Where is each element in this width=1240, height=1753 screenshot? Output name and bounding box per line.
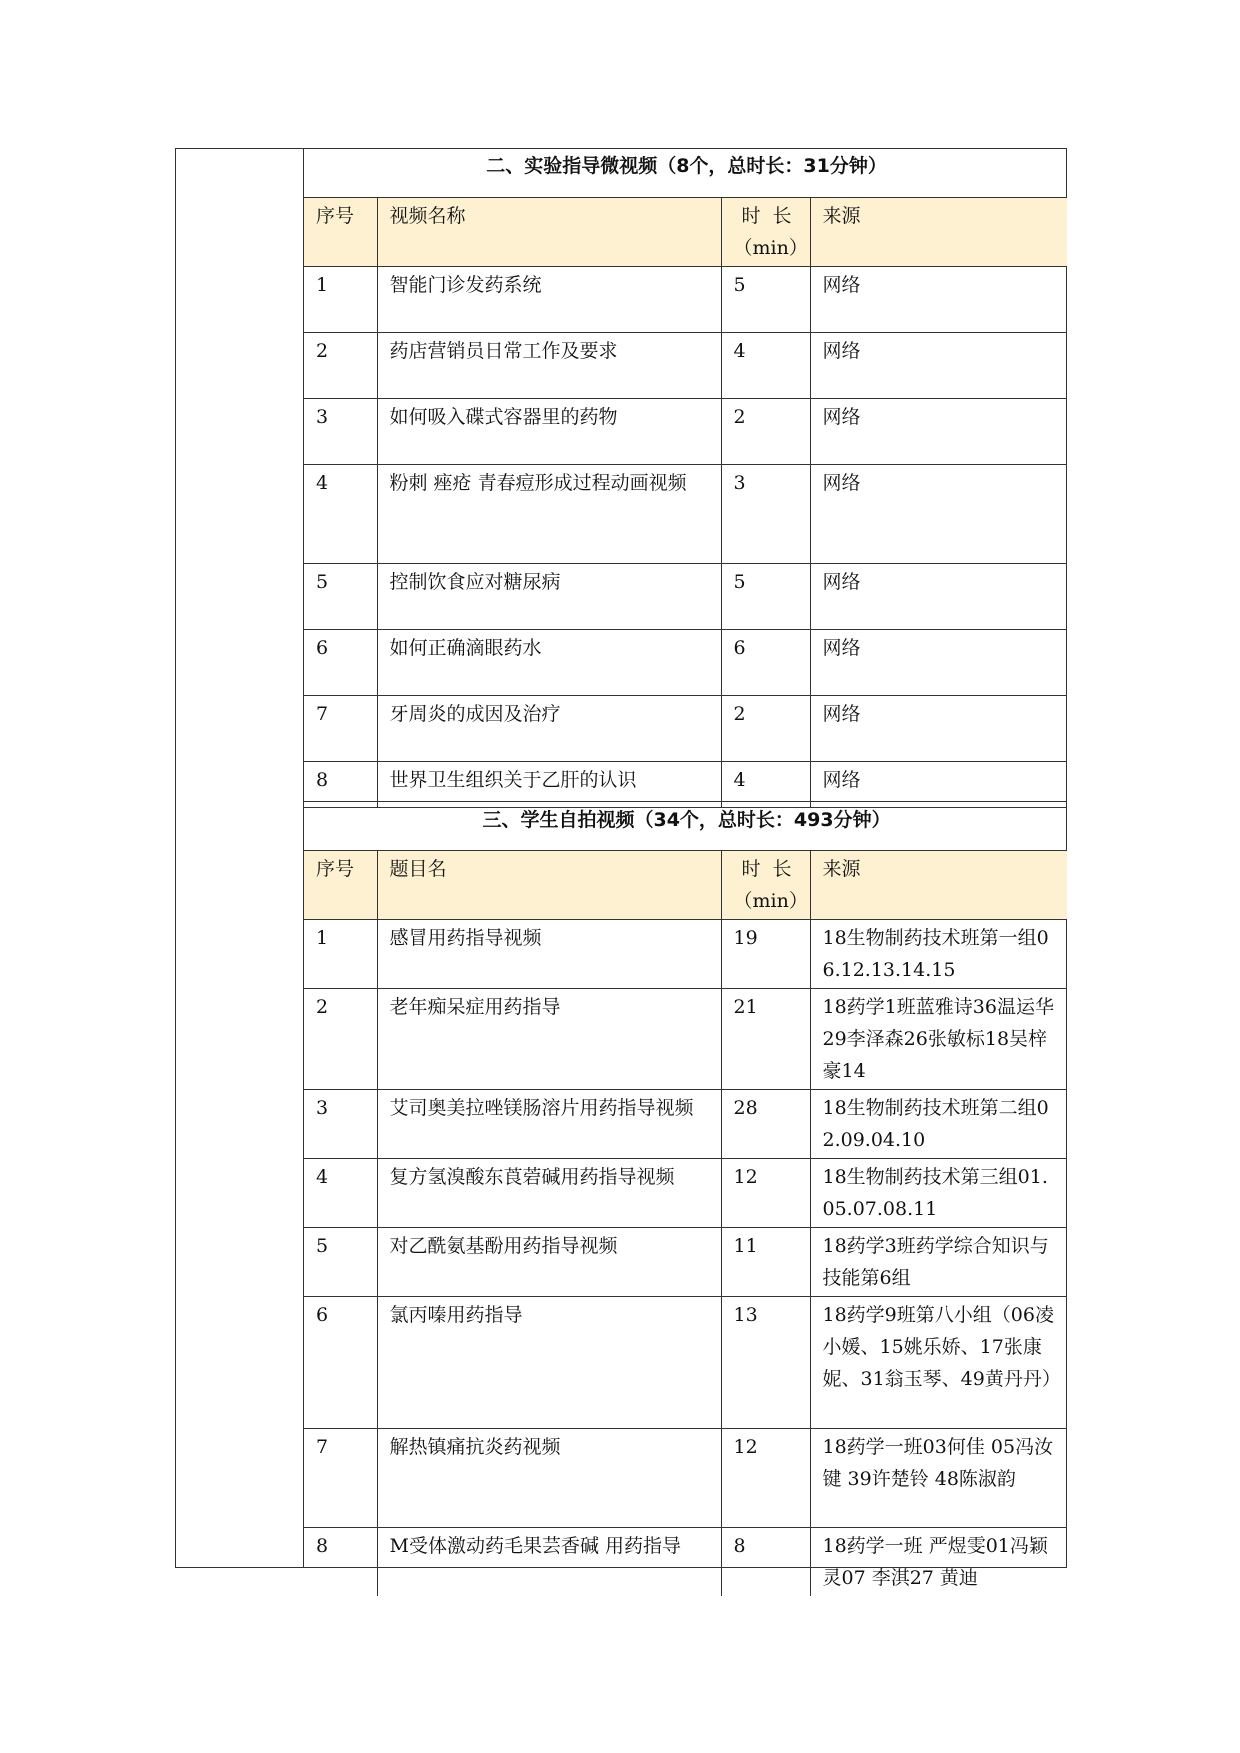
cell-no: 8 (304, 1528, 377, 1597)
cell-no: 5 (304, 1228, 377, 1297)
header-no: 序号 (304, 851, 377, 920)
cell-name: 智能门诊发药系统 (377, 266, 721, 332)
header-duration-unit: （min） (733, 890, 808, 912)
cell-source: 18药学一班03何佳 05冯汝键 39许楚铃 48陈淑韵 (810, 1429, 1067, 1528)
table-row (304, 629, 1067, 695)
header-name: 视频名称 (377, 197, 721, 266)
cell-duration: 12 (721, 1159, 810, 1228)
table-row (304, 266, 1067, 332)
header-no: 序号 (304, 197, 377, 266)
cell-source: 网络 (810, 695, 1067, 761)
cell-name: 复方氢溴酸东莨菪碱用药指导视频 (377, 1159, 721, 1228)
cell-no: 3 (304, 398, 377, 464)
table-row (304, 695, 1067, 761)
header-duration (721, 197, 810, 266)
table-row (304, 332, 1067, 398)
table-row (304, 1429, 1067, 1528)
cell-duration: 4 (721, 761, 810, 807)
cell-no: 7 (304, 695, 377, 761)
header-name: 题目名 (377, 851, 721, 920)
section3-table (304, 801, 1067, 1596)
cell-source: 18药学9班第八小组（06凌小媛、15姚乐娇、17张康妮、31翁玉琴、49黄丹丹） (810, 1297, 1067, 1429)
cell-name: 世界卫生组织关于乙肝的认识 (377, 761, 721, 807)
cell-name: 氯丙嗪用药指导 (377, 1297, 721, 1429)
cell-source: 网络 (810, 332, 1067, 398)
section3-title: 三、学生自拍视频（34个，总时长：493分钟） (304, 802, 1067, 851)
cell-duration: 4 (721, 332, 810, 398)
cell-no: 4 (304, 464, 377, 563)
cell-source: 网络 (810, 629, 1067, 695)
cell-no: 7 (304, 1429, 377, 1528)
table-row (304, 563, 1067, 629)
cell-duration: 21 (721, 989, 810, 1090)
header-source: 来源 (810, 197, 1067, 266)
cell-no: 3 (304, 1090, 377, 1159)
cell-duration: 5 (721, 563, 810, 629)
cell-duration: 8 (721, 1528, 810, 1597)
header-duration-label: 时 长 (741, 204, 792, 227)
section3-header-row (304, 851, 1067, 920)
cell-name: 粉刺 痤疮 青春痘形成过程动画视频 (377, 464, 721, 563)
cell-source: 网络 (810, 266, 1067, 332)
section2-title: 二、实验指导微视频（8个，总时长：31分钟） (304, 148, 1067, 197)
cell-duration: 2 (721, 398, 810, 464)
cell-source: 18生物制药技术第三组01.05.07.08.11 (810, 1159, 1067, 1228)
cell-name: 解热镇痛抗炎药视频 (377, 1429, 721, 1528)
cell-duration: 6 (721, 629, 810, 695)
section2-table (304, 148, 1067, 808)
table-row (304, 1090, 1067, 1159)
cell-source: 网络 (810, 464, 1067, 563)
cell-duration: 5 (721, 266, 810, 332)
cell-duration: 3 (721, 464, 810, 563)
cell-name: 老年痴呆症用药指导 (377, 989, 721, 1090)
cell-name: 感冒用药指导视频 (377, 920, 721, 989)
cell-source: 18生物制药技术班第一组06.12.13.14.15 (810, 920, 1067, 989)
cell-name: 对乙酰氨基酚用药指导视频 (377, 1228, 721, 1297)
cell-no: 8 (304, 761, 377, 807)
cell-name: 牙周炎的成因及治疗 (377, 695, 721, 761)
table-row (304, 1528, 1067, 1597)
cell-source: 网络 (810, 398, 1067, 464)
cell-no: 6 (304, 629, 377, 695)
cell-duration: 2 (721, 695, 810, 761)
header-duration-label: 时 长 (741, 858, 792, 880)
table-row (304, 1228, 1067, 1297)
header-duration (721, 851, 810, 920)
table-row (304, 398, 1067, 464)
table-row (304, 920, 1067, 989)
cell-no: 2 (304, 989, 377, 1090)
table-row (304, 989, 1067, 1090)
cell-name: 如何正确滴眼药水 (377, 629, 721, 695)
cell-duration: 13 (721, 1297, 810, 1429)
cell-no: 5 (304, 563, 377, 629)
cell-duration: 28 (721, 1090, 810, 1159)
cell-name: M受体激动药毛果芸香碱 用药指导 (377, 1528, 721, 1597)
cell-source: 18药学3班药学综合知识与技能第6组 (810, 1228, 1067, 1297)
table-row (304, 1297, 1067, 1429)
cell-source: 网络 (810, 563, 1067, 629)
header-duration-unit: （min） (733, 236, 808, 259)
cell-name: 如何吸入碟式容器里的药物 (377, 398, 721, 464)
cell-duration: 19 (721, 920, 810, 989)
cell-source: 18生物制药技术班第二组02.09.04.10 (810, 1090, 1067, 1159)
cell-duration: 11 (721, 1228, 810, 1297)
table-row (304, 464, 1067, 563)
cell-no: 4 (304, 1159, 377, 1228)
cell-no: 1 (304, 266, 377, 332)
cell-no: 6 (304, 1297, 377, 1429)
cell-source: 18药学1班蓝雅诗36温运华29李泽森26张敏标18吴梓豪14 (810, 989, 1067, 1090)
cell-source: 网络 (810, 761, 1067, 807)
cell-name: 艾司奥美拉唑镁肠溶片用药指导视频 (377, 1090, 721, 1159)
cell-source: 18药学一班 严煜雯01冯颖灵07 李淇27 黄迪 (810, 1528, 1067, 1597)
header-source: 来源 (810, 851, 1067, 920)
cell-duration: 12 (721, 1429, 810, 1528)
cell-name: 控制饮食应对糖尿病 (377, 563, 721, 629)
cell-no: 2 (304, 332, 377, 398)
cell-name: 药店营销员日常工作及要求 (377, 332, 721, 398)
section2-header-row (304, 197, 1067, 266)
table-row (304, 1159, 1067, 1228)
cell-no: 1 (304, 920, 377, 989)
